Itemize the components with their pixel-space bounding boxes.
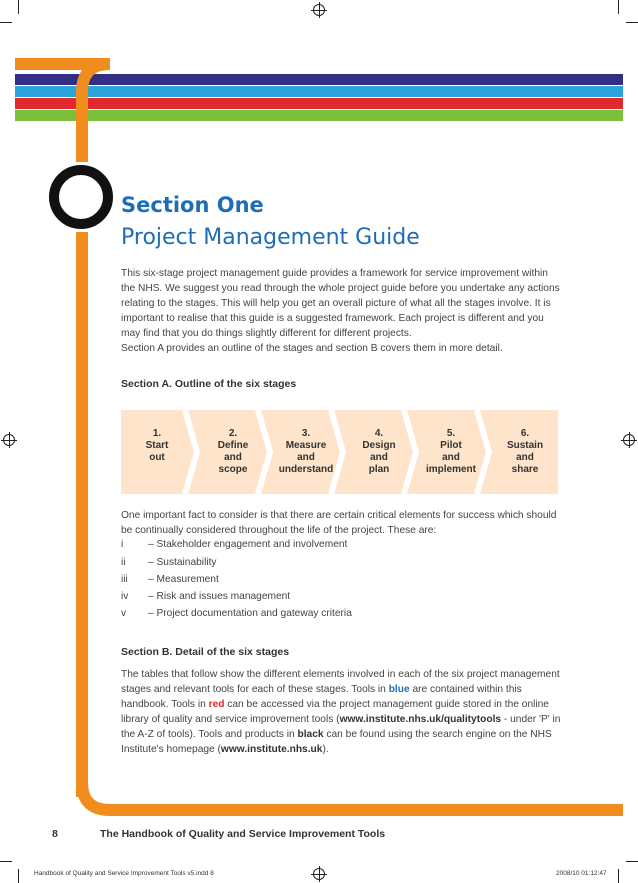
registration-mark-icon [623, 434, 635, 446]
crop-mark [0, 861, 12, 862]
slug-filename: Handbook of Quality and Service Improvement Tools v5.indd 8 [34, 870, 214, 877]
crop-mark [618, 0, 619, 14]
section-b-heading: Section B. Detail of the six stages [121, 646, 290, 658]
homepage-link[interactable]: www.institute.nhs.uk [220, 744, 323, 755]
list-number: iii [121, 574, 128, 585]
list-text: – Measurement [148, 574, 219, 585]
list-text: – Project documentation and gateway criteria [148, 608, 352, 619]
stage-5-label: 5. Pilot and implement [425, 428, 476, 475]
list-item [121, 574, 219, 585]
quality-tools-link[interactable]: www.institute.nhs.uk/qualitytools [339, 714, 502, 725]
page-number: 8 [52, 828, 58, 840]
list-text: – Risk and issues management [148, 591, 291, 602]
crop-mark [0, 22, 12, 23]
list-number: v [121, 608, 127, 619]
slug-date: 2008/10 01:12:47 [556, 870, 607, 877]
stripe-cyan [15, 86, 623, 97]
footer-title: The Handbook of Quality and Service Improvement Tools [100, 828, 386, 840]
stripe-green [15, 110, 623, 121]
stage-4-label: 4. Design and plan [362, 428, 396, 475]
registration-mark-icon [313, 4, 325, 16]
section-subtitle: Project Management Guide [121, 225, 420, 250]
crop-mark [626, 861, 638, 862]
blue-keyword: blue [388, 684, 410, 695]
text-run: are contained within this handbook. Tools in [121, 684, 522, 710]
crop-mark [18, 0, 19, 14]
crop-mark [18, 869, 19, 883]
stripe-navy [15, 74, 623, 85]
list-text: – Sustainability [148, 557, 217, 568]
stages-diagram [121, 410, 558, 494]
list-number: i [121, 539, 124, 550]
black-keyword: black [297, 729, 324, 740]
list-text: – Stakeholder engagement and involvement [148, 539, 348, 550]
text-run: ). [322, 744, 329, 755]
text-run: can be found using the search engine on the NHS Institute's homepage ( [121, 729, 552, 755]
station-circle-icon [49, 165, 113, 229]
intro-paragraph: This six-stage project management guide provides a framework for service improvement within the NHS. We suggest you read through the whole project guide before you undertake any actions relating to the stages. This will help you get an overall picture of what all the stages involve. It is important to realise that this guide is a suggested framework. Each project is different and you may find that you do things slightly different for different projects. [121, 268, 560, 339]
section-b-paragraph [121, 667, 561, 757]
section-title: Section One [121, 193, 264, 217]
stage-1-label: 1. Start out [145, 428, 169, 463]
list-item [121, 539, 347, 550]
text-run: can be accessed via the project management guide stored in the online library of quality and service improvement tools ( [121, 699, 549, 725]
list-item [121, 608, 352, 619]
text-run: - under 'P' in the A-Z of tools). Tools and products in [121, 714, 561, 740]
stripe-red [15, 98, 623, 109]
intro-paragraph-2: Section A provides an outline of the stages and section B covers them in more detail. [121, 343, 503, 354]
stage-3-label: 3. Measure and understand [278, 428, 334, 475]
critical-elements-intro: One important fact to consider is that there are certain critical elements for success which should be continually considered throughout the life of the project. These are: [121, 510, 557, 536]
text-run: The tables that follow show the different elements involved in each of the six project management stages and relevant tools for each of these stages. Tools in [121, 669, 560, 695]
list-item [121, 557, 217, 568]
crop-mark [626, 22, 638, 23]
section-a-heading: Section A. Outline of the six stages [121, 378, 297, 390]
list-number: iv [121, 591, 129, 602]
list-item [121, 591, 290, 602]
registration-mark-icon [313, 868, 325, 880]
crop-mark [618, 869, 619, 883]
stage-6-label: 6. Sustain and share [506, 428, 544, 475]
registration-mark-icon [3, 434, 15, 446]
stage-2-label: 2. Define and scope [217, 428, 249, 475]
list-number: ii [121, 557, 126, 568]
red-keyword: red [208, 699, 225, 710]
